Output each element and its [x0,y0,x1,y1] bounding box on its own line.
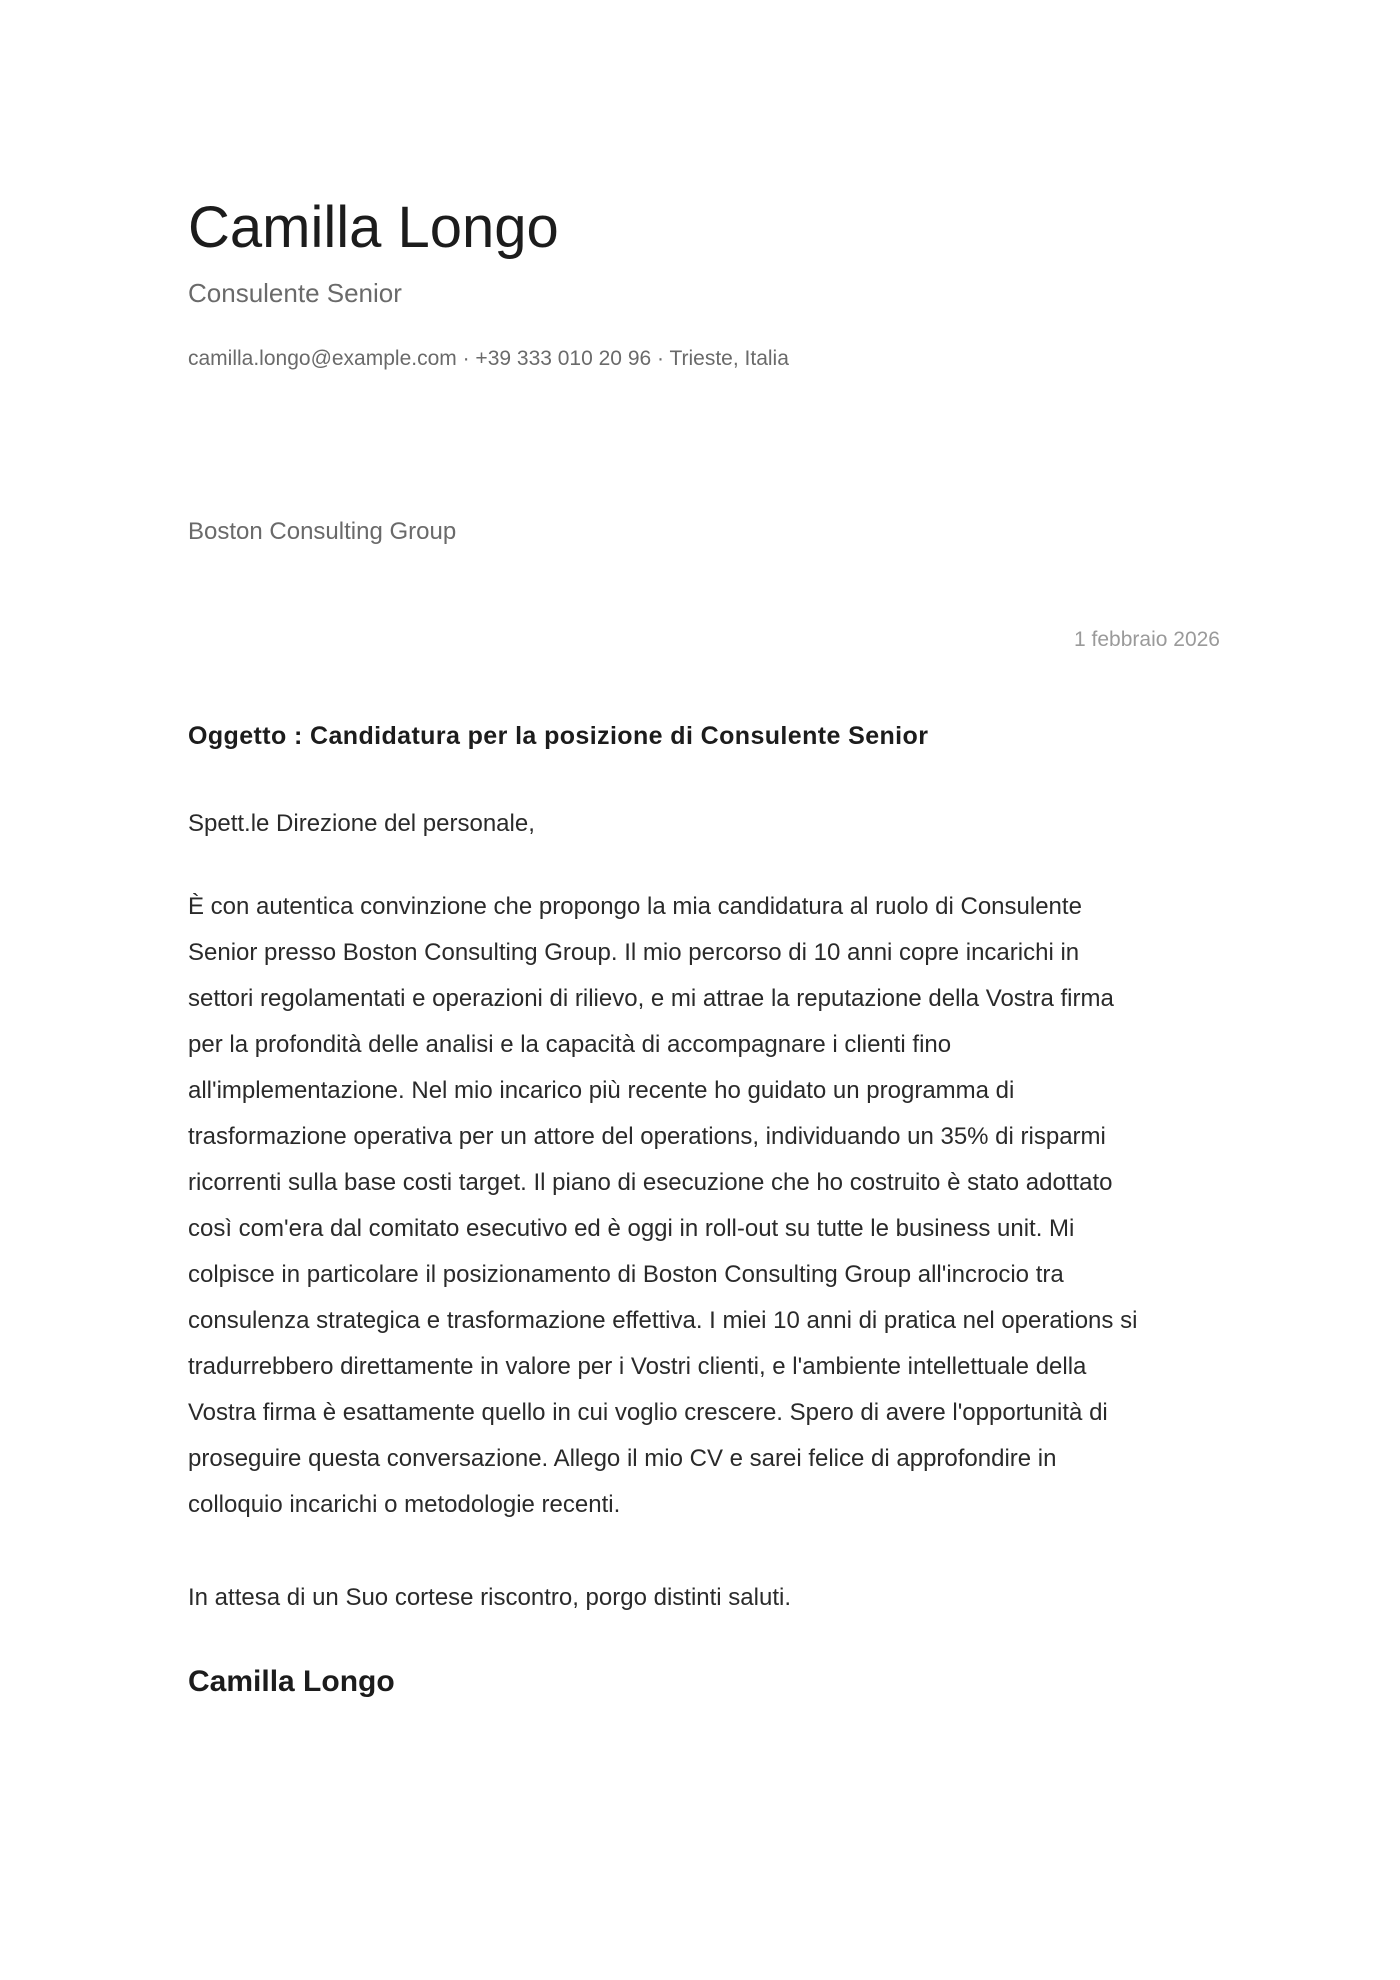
letter-body [188,884,1220,1528]
body-line: colloquio incarichi o metodologie recenti. [188,1491,621,1518]
body-line: settori regolamentati e operazioni di rilievo, e mi attrae la reputazione della Vostra firma [188,985,1114,1012]
closing-line: In attesa di un Suo cortese riscontro, porgo distinti saluti. [188,1584,791,1611]
sender-name: Camilla Longo [188,195,559,260]
sender-role: Consulente Senior [188,278,402,308]
sender-contacts: camilla.longo@example.com · +39 333 010 20 96 · Trieste, Italia [188,347,789,370]
body-line: È con autentica convinzione che propongo la mia candidatura al ruolo di Consulente [188,893,1082,920]
letter-date: 1 febbraio 2026 [1074,628,1220,651]
recipient-company: Boston Consulting Group [188,518,457,545]
body-line: consulenza strategica e trasformazione effettiva. I miei 10 anni di pratica nel operations si [188,1307,1138,1334]
signature-name: Camilla Longo [188,1665,395,1698]
body-line: Vostra firma è esattamente quello in cui voglio crescere. Spero di avere l'opportunità di [188,1399,1108,1426]
body-line: all'implementazione. Nel mio incarico più recente ho guidato un programma di [188,1077,1015,1104]
letter-subject: Oggetto : Candidatura per la posizione di Consulente Senior [188,722,929,750]
body-line: proseguire questa conversazione. Allego il mio CV e sarei felice di approfondire in [188,1445,1057,1472]
body-line: colpisce in particolare il posizionamento di Boston Consulting Group all'incrocio tra [188,1261,1064,1288]
body-line: trasformazione operativa per un attore del operations, individuando un 35% di risparmi [188,1123,1106,1150]
body-line: tradurrebbero direttamente in valore per i Vostri clienti, e l'ambiente intellettuale della [188,1353,1087,1380]
salutation: Spett.le Direzione del personale, [188,810,535,837]
body-line: così com'era dal comitato esecutivo ed è oggi in roll-out su tutte le business unit. Mi [188,1215,1075,1242]
body-line: per la profondità delle analisi e la capacità di accompagnare i clienti fino [188,1031,952,1058]
body-line: ricorrenti sulla base costi target. Il piano di esecuzione che ho costruito è stato adottato [188,1169,1113,1196]
body-line: Senior presso Boston Consulting Group. Il mio percorso di 10 anni copre incarichi in [188,939,1080,966]
